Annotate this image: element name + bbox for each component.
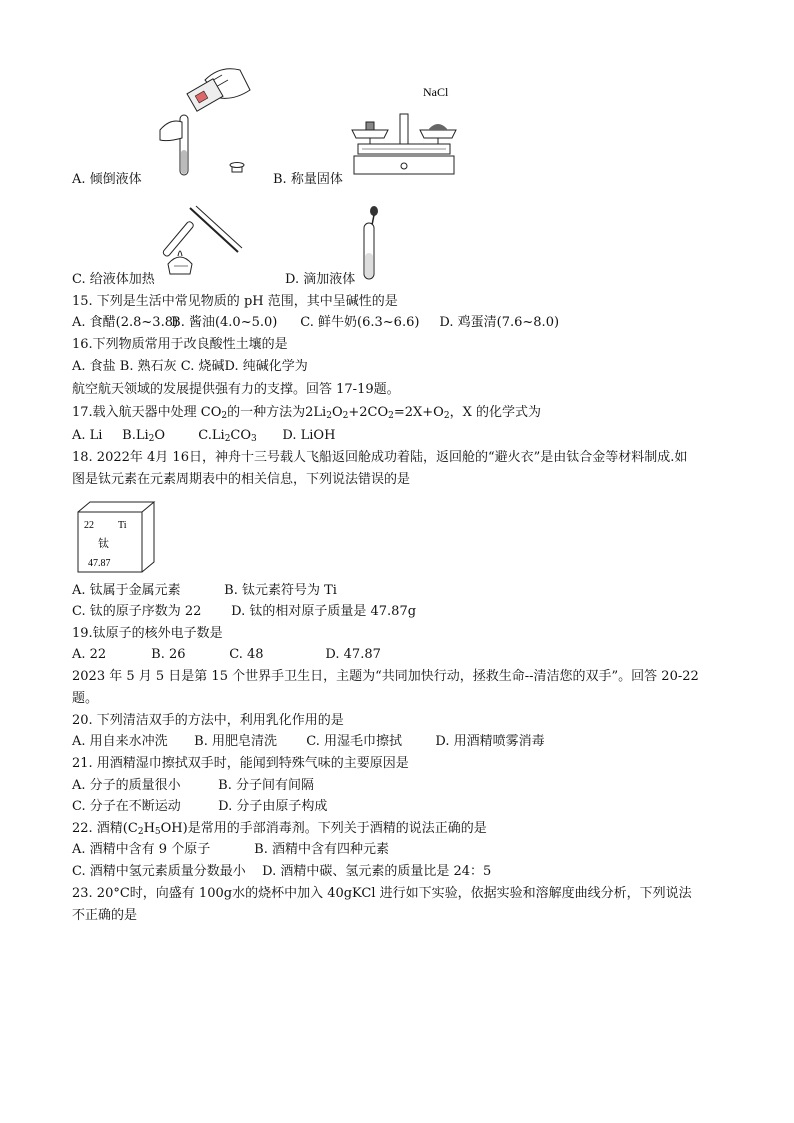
q16-stem: 16.下列物质常用于改良酸性土壤的是 <box>72 337 288 352</box>
q21-option-a: A. 分子的质量很小 <box>72 778 181 793</box>
q20-options <box>72 732 545 752</box>
q14-option-b: B. 称量固体 <box>273 172 343 187</box>
q17-option-a: A. Li <box>72 428 103 443</box>
nacl-label: NaCl <box>423 85 449 99</box>
q19-options <box>72 645 381 665</box>
q18-options-ab <box>72 581 337 601</box>
q22-options-ab <box>72 840 389 860</box>
dropper-figure <box>358 205 384 280</box>
heat-liquid-figure <box>160 200 245 276</box>
q17-stem: 17.载入航天器中处理 $CO_2$的一种方法为$2Li_2O_2+2CO_2=2X+O_2$，X 的化学式为 <box>72 405 541 421</box>
q20-stem: 20. 下列清洁双手的方法中，利用乳化作用的是 <box>72 713 344 728</box>
q22-option-a: A. 酒精中含有 9 个原子 <box>72 842 211 857</box>
pour-liquid-figure <box>150 60 260 180</box>
q19-option-a: A. 22 <box>72 647 107 662</box>
q19-option-b: B. 26 <box>151 647 186 662</box>
q21-options-cd <box>72 797 327 817</box>
q21-option-c: C. 分子在不断运动 <box>72 799 181 814</box>
element-symbol: Ti <box>118 520 127 531</box>
q21-option-b: B. 分子间有间隔 <box>218 778 314 793</box>
q22-stem: 22. 酒精$(C_2H_5OH)$是常用的手部消毒剂。下列关于酒精的说法正确的是 <box>72 821 487 837</box>
q18-option-a: A. 钛属于金属元素 <box>72 583 181 598</box>
q22-option-d: D. 酒精中碳、氢元素的质量比是 24：5 <box>262 864 492 879</box>
q18-line1: 18. 2022年 4月 16日，神舟十三号载人飞船返回舱成功着陆，返回舱的“避火衣”是由钛合金等材料制成.如 <box>72 450 688 465</box>
element-mass: 47.87 <box>88 558 111 569</box>
q20-option-a: A. 用自来水冲洗 <box>72 734 168 749</box>
intro-17-19: 航空航天领域的发展提供强有力的支撑。回答 17-19题。 <box>72 382 400 397</box>
q16-options: A. 食盐 B. 熟石灰 C. 烧碱D. 纯碱化学为 <box>72 359 308 374</box>
q23-line2: 不正确的是 <box>72 908 138 923</box>
q20-option-b: B. 用肥皂清洗 <box>194 734 277 749</box>
titanium-element-card <box>76 500 158 574</box>
q20-option-c: C. 用湿毛巾擦拭 <box>306 734 403 749</box>
q18-option-d: D. 钛的相对原子质量是 47.87g <box>231 604 417 619</box>
q20-option-d: D. 用酒精喷雾消毒 <box>435 734 545 749</box>
q23-line1: 23. 20°C时，向盛有 100g水的烧杯中加入 40gKCl 进行如下实验，依据实验和溶解度曲线分析，下列说法 <box>72 886 692 901</box>
q15-options <box>72 313 559 333</box>
q18-option-c: C. 钛的原子序数为 22 <box>72 604 202 619</box>
q17-options <box>72 426 335 449</box>
q14-option-a: A. 倾倒液体 <box>72 172 142 187</box>
q21-stem: 21. 用酒精湿巾擦拭双手时，能闻到特殊气味的主要原因是 <box>72 756 409 771</box>
intro-20-22-line2: 题。 <box>72 691 99 706</box>
q17-option-d: D. LiOH <box>282 428 336 443</box>
q18-option-b: B. 钛元素符号为 Ti <box>224 583 337 598</box>
q19-option-d: D. 47.87 <box>325 647 381 662</box>
q22-option-c: C. 酒精中氢元素质量分数最小 <box>72 864 246 879</box>
balance-figure <box>348 82 460 182</box>
q15-option-d: D. 鸡蛋清(7.6~8.0) <box>439 315 560 330</box>
q17-option-b: $B.Li_2O$ <box>122 428 166 444</box>
q22-options-cd <box>72 862 491 882</box>
element-number: 22 <box>84 520 94 531</box>
q19-option-c: C. 48 <box>229 647 264 662</box>
q15-option-a: A. 食醋(2.8~3.8) <box>72 315 179 330</box>
q18-options-cd <box>72 602 416 622</box>
element-name: 钛 <box>98 537 109 550</box>
intro-20-22-line1: 2023 年 5 月 5 日是第 15 个世界手卫生日，主题为“共同加快行动，拯救生命--清洁您的双手”。回答 20-22 <box>72 669 699 684</box>
q18-line2: 图是钛元素在元素周期表中的相关信息，下列说法错误的是 <box>72 472 411 487</box>
q14-option-d: D. 滴加液体 <box>285 272 356 287</box>
q21-options-ab <box>72 776 314 796</box>
q21-option-d: D. 分子由原子构成 <box>218 799 328 814</box>
q15-stem: 15. 下列是生活中常见物质的 pH 范围，其中呈碱性的是 <box>72 294 398 309</box>
q17-option-c: $C.Li_2CO_3$ <box>198 428 257 444</box>
q15-option-b: B. 酱油(4.0~5.0) <box>171 315 278 330</box>
q14-option-c: C. 给液体加热 <box>72 272 155 287</box>
q19-stem: 19.钛原子的核外电子数是 <box>72 626 223 641</box>
q15-option-c: C. 鲜牛奶(6.3~6.6) <box>300 315 420 330</box>
q22-option-b: B. 酒精中含有四种元素 <box>254 842 389 857</box>
